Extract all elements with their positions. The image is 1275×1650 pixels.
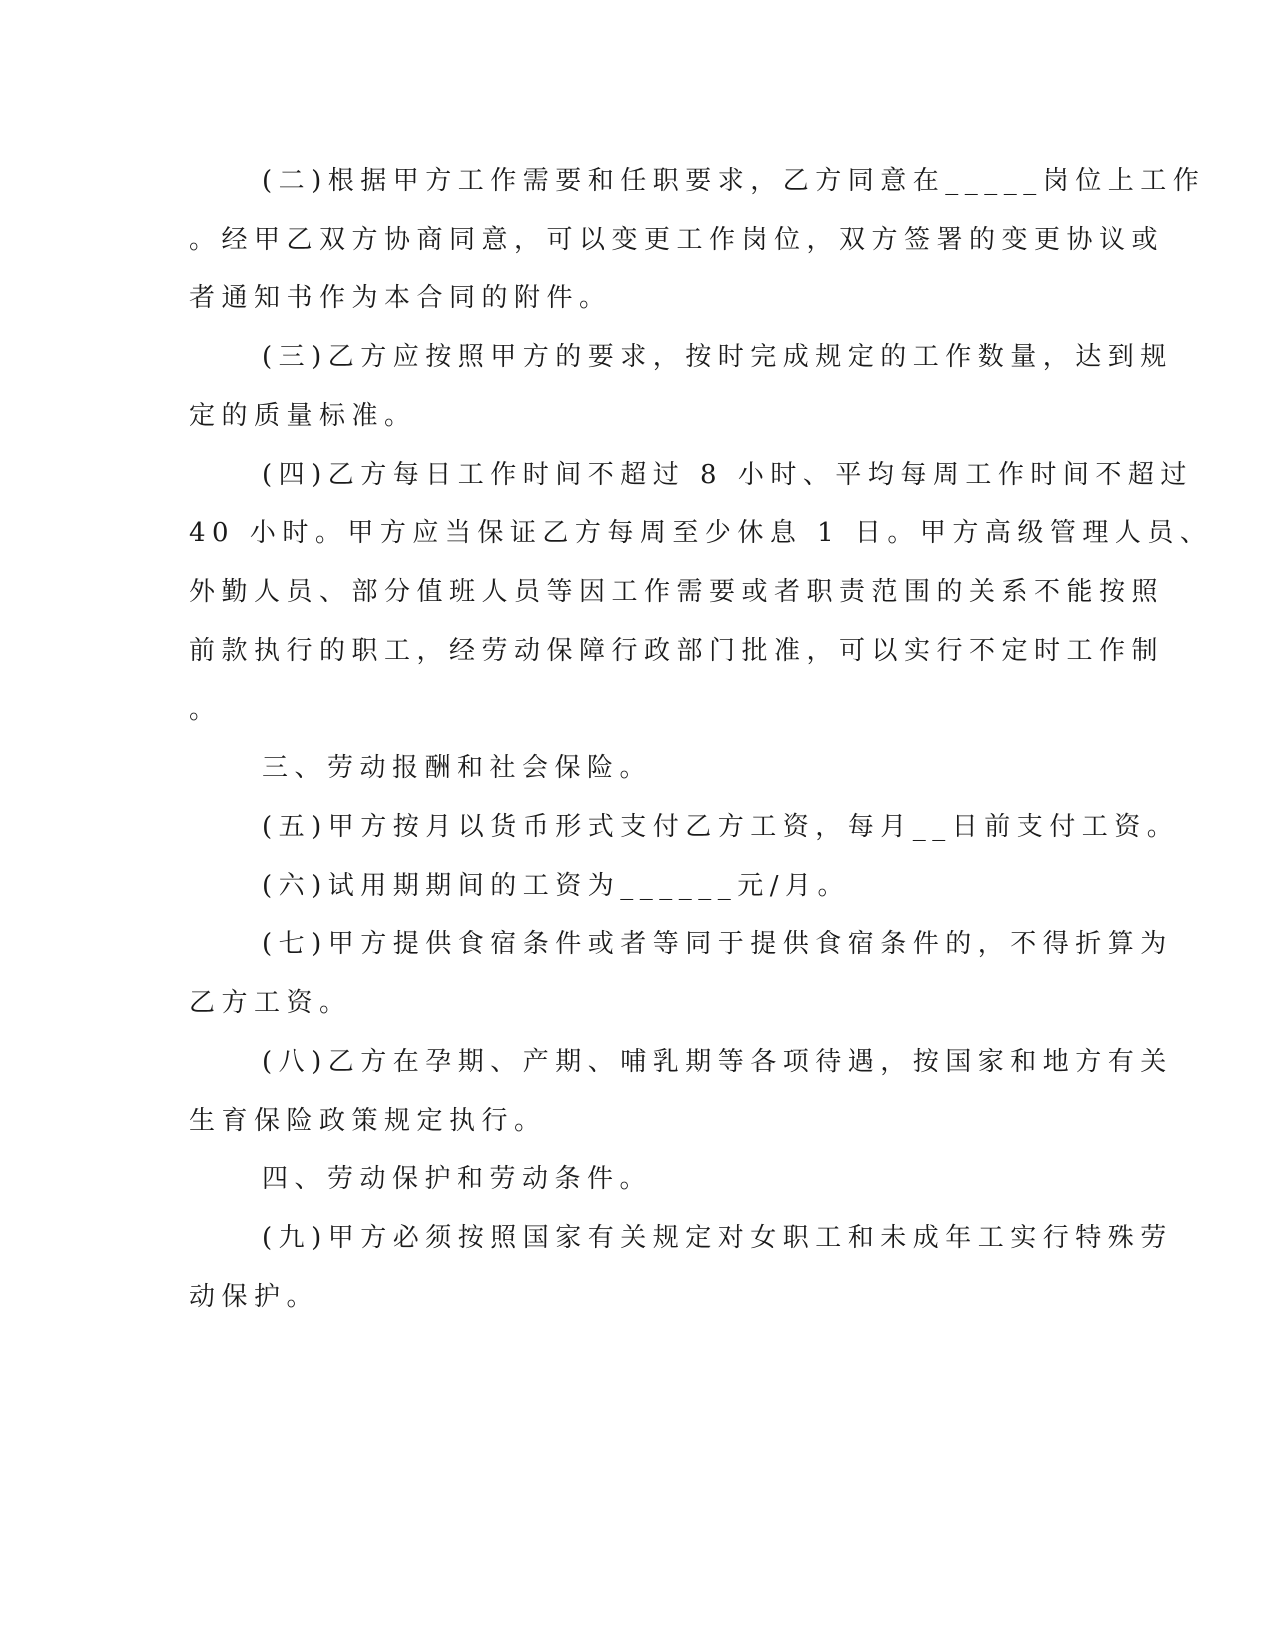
- paragraph-line: (五)甲方按月以货币形式支付乙方工资，每月__日前支付工资。: [262, 812, 1180, 842]
- paragraph-line: (八)乙方在孕期、产期、哺乳期等各项待遇，按国家和地方有关: [262, 1047, 1173, 1077]
- paragraph-line: (四)乙方每日工作时间不超过 8 小时、平均每周工作时间不超过: [262, 460, 1193, 490]
- paragraph-line: 者通知书作为本合同的附件。: [189, 283, 612, 313]
- paragraph-line: (六)试用期期间的工资为______元/月。: [262, 871, 851, 901]
- paragraph-line: (二)根据甲方工作需要和任职要求，乙方同意在_____岗位上工作: [262, 166, 1206, 196]
- section-heading: 四、劳动保护和劳动条件。: [262, 1164, 653, 1194]
- paragraph-line: 前款执行的职工，经劳动保障行政部门批准，可以实行不定时工作制: [189, 636, 1165, 666]
- paragraph-line: (三)乙方应按照甲方的要求，按时完成规定的工作数量，达到规: [262, 342, 1173, 372]
- paragraph-line: 乙方工资。: [189, 988, 352, 1018]
- paragraph-line: 。: [189, 695, 222, 725]
- paragraph-line: (九)甲方必须按照国家有关规定对女职工和未成年工实行特殊劳: [262, 1223, 1173, 1253]
- paragraph-line: 定的质量标准。: [189, 401, 417, 431]
- paragraph-line: 动保护。: [189, 1282, 320, 1312]
- section-heading: 三、劳动报酬和社会保险。: [262, 753, 653, 783]
- paragraph-line: 外勤人员、部分值班人员等因工作需要或者职责范围的关系不能按照: [189, 577, 1165, 607]
- paragraph-line: 40 小时。甲方应当保证乙方每周至少休息 1 日。甲方高级管理人员、: [189, 518, 1213, 548]
- paragraph-line: (七)甲方提供食宿条件或者等同于提供食宿条件的，不得折算为: [262, 929, 1173, 959]
- paragraph-line: 生育保险政策规定执行。: [189, 1106, 547, 1136]
- paragraph-line: 。经甲乙双方协商同意，可以变更工作岗位，双方签署的变更协议或: [189, 225, 1165, 255]
